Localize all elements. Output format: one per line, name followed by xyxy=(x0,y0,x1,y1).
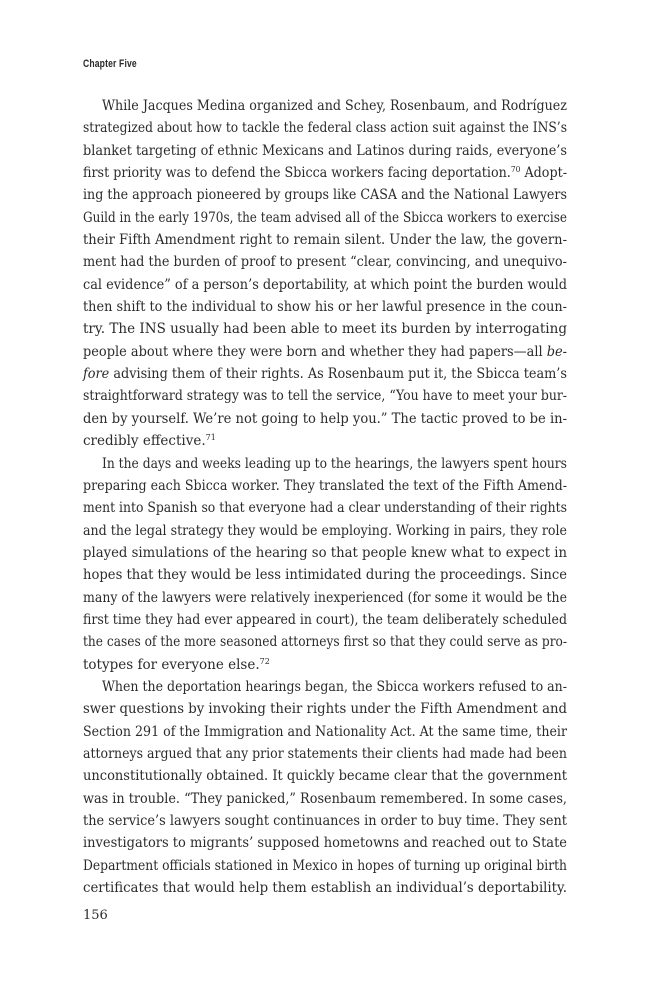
text-run: people about where they were born and whether they had papers—all xyxy=(83,343,547,360)
text-run: strategized about how to tackle the federal class action suit against the INS’s xyxy=(83,120,567,137)
text-run: advising them of their rights. As Rosenbaum put it, the Sbicca team’s xyxy=(109,366,567,383)
text-run: the cases of the more seasoned attorneys first so that they could serve as pro- xyxy=(83,634,567,651)
text-line xyxy=(83,877,567,899)
text-line xyxy=(83,408,567,430)
text-run: Department officials stationed in Mexico in hopes of turning up original birth xyxy=(83,857,567,874)
text-line xyxy=(83,229,567,251)
text-run: blanket targeting of ethnic Mexicans and Latinos during raids, everyone’s xyxy=(83,142,567,159)
text-line xyxy=(83,95,567,117)
text-line xyxy=(83,832,567,854)
text-run: totypes for everyone else. xyxy=(83,656,260,673)
text-line xyxy=(83,654,567,676)
text-line xyxy=(83,274,567,296)
text-line xyxy=(83,453,567,475)
text-run: unconstitutionally obtained. It quickly became clear that the government xyxy=(83,768,567,785)
text-line xyxy=(83,475,567,497)
text-run: credibly effective. xyxy=(83,433,206,450)
text-run: try. The INS usually had been able to meet its burden by interrogating xyxy=(83,321,567,338)
text-line xyxy=(83,296,567,318)
text-run: While Jacques Medina organized and Schey, Rosenbaum, and Rodríguez xyxy=(102,98,567,114)
text-line xyxy=(83,743,567,765)
running-header-chapter: Chapter Five xyxy=(83,58,137,70)
italic-text: be- xyxy=(546,343,567,360)
text-run: certificates that would help them establish an individual’s deportability. xyxy=(83,880,567,897)
text-line xyxy=(83,140,567,162)
text-run: the service’s lawyers sought continuances in order to buy time. They sent xyxy=(83,813,567,829)
text-run: ing the approach pioneered by groups like CASA and the National Lawyers xyxy=(83,187,567,204)
text-line xyxy=(83,117,567,139)
text-line xyxy=(83,542,567,564)
text-line xyxy=(83,341,567,363)
text-line xyxy=(83,251,567,273)
text-line xyxy=(83,318,567,340)
text-line xyxy=(83,162,567,184)
text-run: Adopt- xyxy=(520,165,567,182)
text-line xyxy=(83,676,567,698)
text-run: played simulations of the hearing so that people knew what to expect in xyxy=(83,544,567,561)
text-line xyxy=(83,564,567,586)
text-run: swer questions by invoking their rights under the Fifth Amendment and xyxy=(83,701,567,718)
text-line xyxy=(83,721,567,743)
footnote-ref: 72 xyxy=(259,656,270,666)
text-line xyxy=(83,855,567,877)
text-line xyxy=(83,363,567,385)
text-run: straightforward strategy was to tell the service, “You have to meet your bur- xyxy=(83,388,567,405)
text-run: Section 291 of the Immigration and Nationality Act. At the same time, their xyxy=(83,723,567,740)
text-run: When the deportation hearings began, the Sbicca workers refused to an- xyxy=(102,678,567,695)
text-run: first priority was to defend the Sbicca workers facing deportation. xyxy=(83,165,511,182)
text-run: cal evidence” of a person’s deportability, at which point the burden would xyxy=(83,276,567,293)
text-run: preparing each Sbicca worker. They translated the text of the Fifth Amend- xyxy=(83,477,567,494)
text-line xyxy=(83,788,567,810)
page-number: 156 xyxy=(83,908,108,923)
text-line xyxy=(83,497,567,519)
text-run: hopes that they would be less intimidated during the proceedings. Since xyxy=(83,567,567,584)
body-text xyxy=(83,95,567,899)
text-line xyxy=(83,184,567,206)
text-line xyxy=(83,430,567,452)
text-run: Guild in the early 1970s, the team advised all of the Sbicca workers to exercise xyxy=(83,209,567,226)
text-run: first time they had ever appeared in court), the team deliberately scheduled xyxy=(83,611,567,628)
paragraph xyxy=(83,676,567,899)
text-line xyxy=(83,520,567,542)
text-run: attorneys argued that any prior statements their clients had made had been xyxy=(83,745,567,762)
text-run: many of the lawyers were relatively inexperienced (for some it would be the xyxy=(83,589,567,606)
text-run: then shift to the individual to show his or her lawful presence in the coun- xyxy=(83,299,567,316)
text-line xyxy=(83,207,567,229)
paragraph xyxy=(83,453,567,676)
text-run: and the legal strategy they would be employing. Working in pairs, they role xyxy=(83,522,567,539)
text-line xyxy=(83,765,567,787)
text-run: ment had the burden of proof to present “clear, convincing, and unequivo- xyxy=(83,254,567,271)
text-line xyxy=(83,810,567,832)
italic-text: fore xyxy=(83,366,110,383)
text-line xyxy=(83,609,567,631)
text-line xyxy=(83,698,567,720)
text-run: was in trouble. “They panicked,” Rosenbaum remembered. In some cases, xyxy=(83,790,567,807)
text-run: investigators to migrants’ supposed hometowns and reached out to State xyxy=(83,835,567,852)
text-run: their Fifth Amendment right to remain silent. Under the law, the govern- xyxy=(83,232,567,249)
text-run: In the days and weeks leading up to the hearings, the lawyers spent hours xyxy=(102,455,567,472)
text-line xyxy=(83,385,567,407)
footnote-ref: 71 xyxy=(205,433,216,443)
text-run: den by yourself. We’re not going to help you.” The tactic proved to be in- xyxy=(83,410,567,427)
text-run: ment into Spanish so that everyone had a clear understanding of their rights xyxy=(83,500,567,517)
paragraph xyxy=(83,95,567,453)
footnote-ref: 70 xyxy=(510,165,521,175)
text-line xyxy=(83,631,567,653)
text-line xyxy=(83,587,567,609)
